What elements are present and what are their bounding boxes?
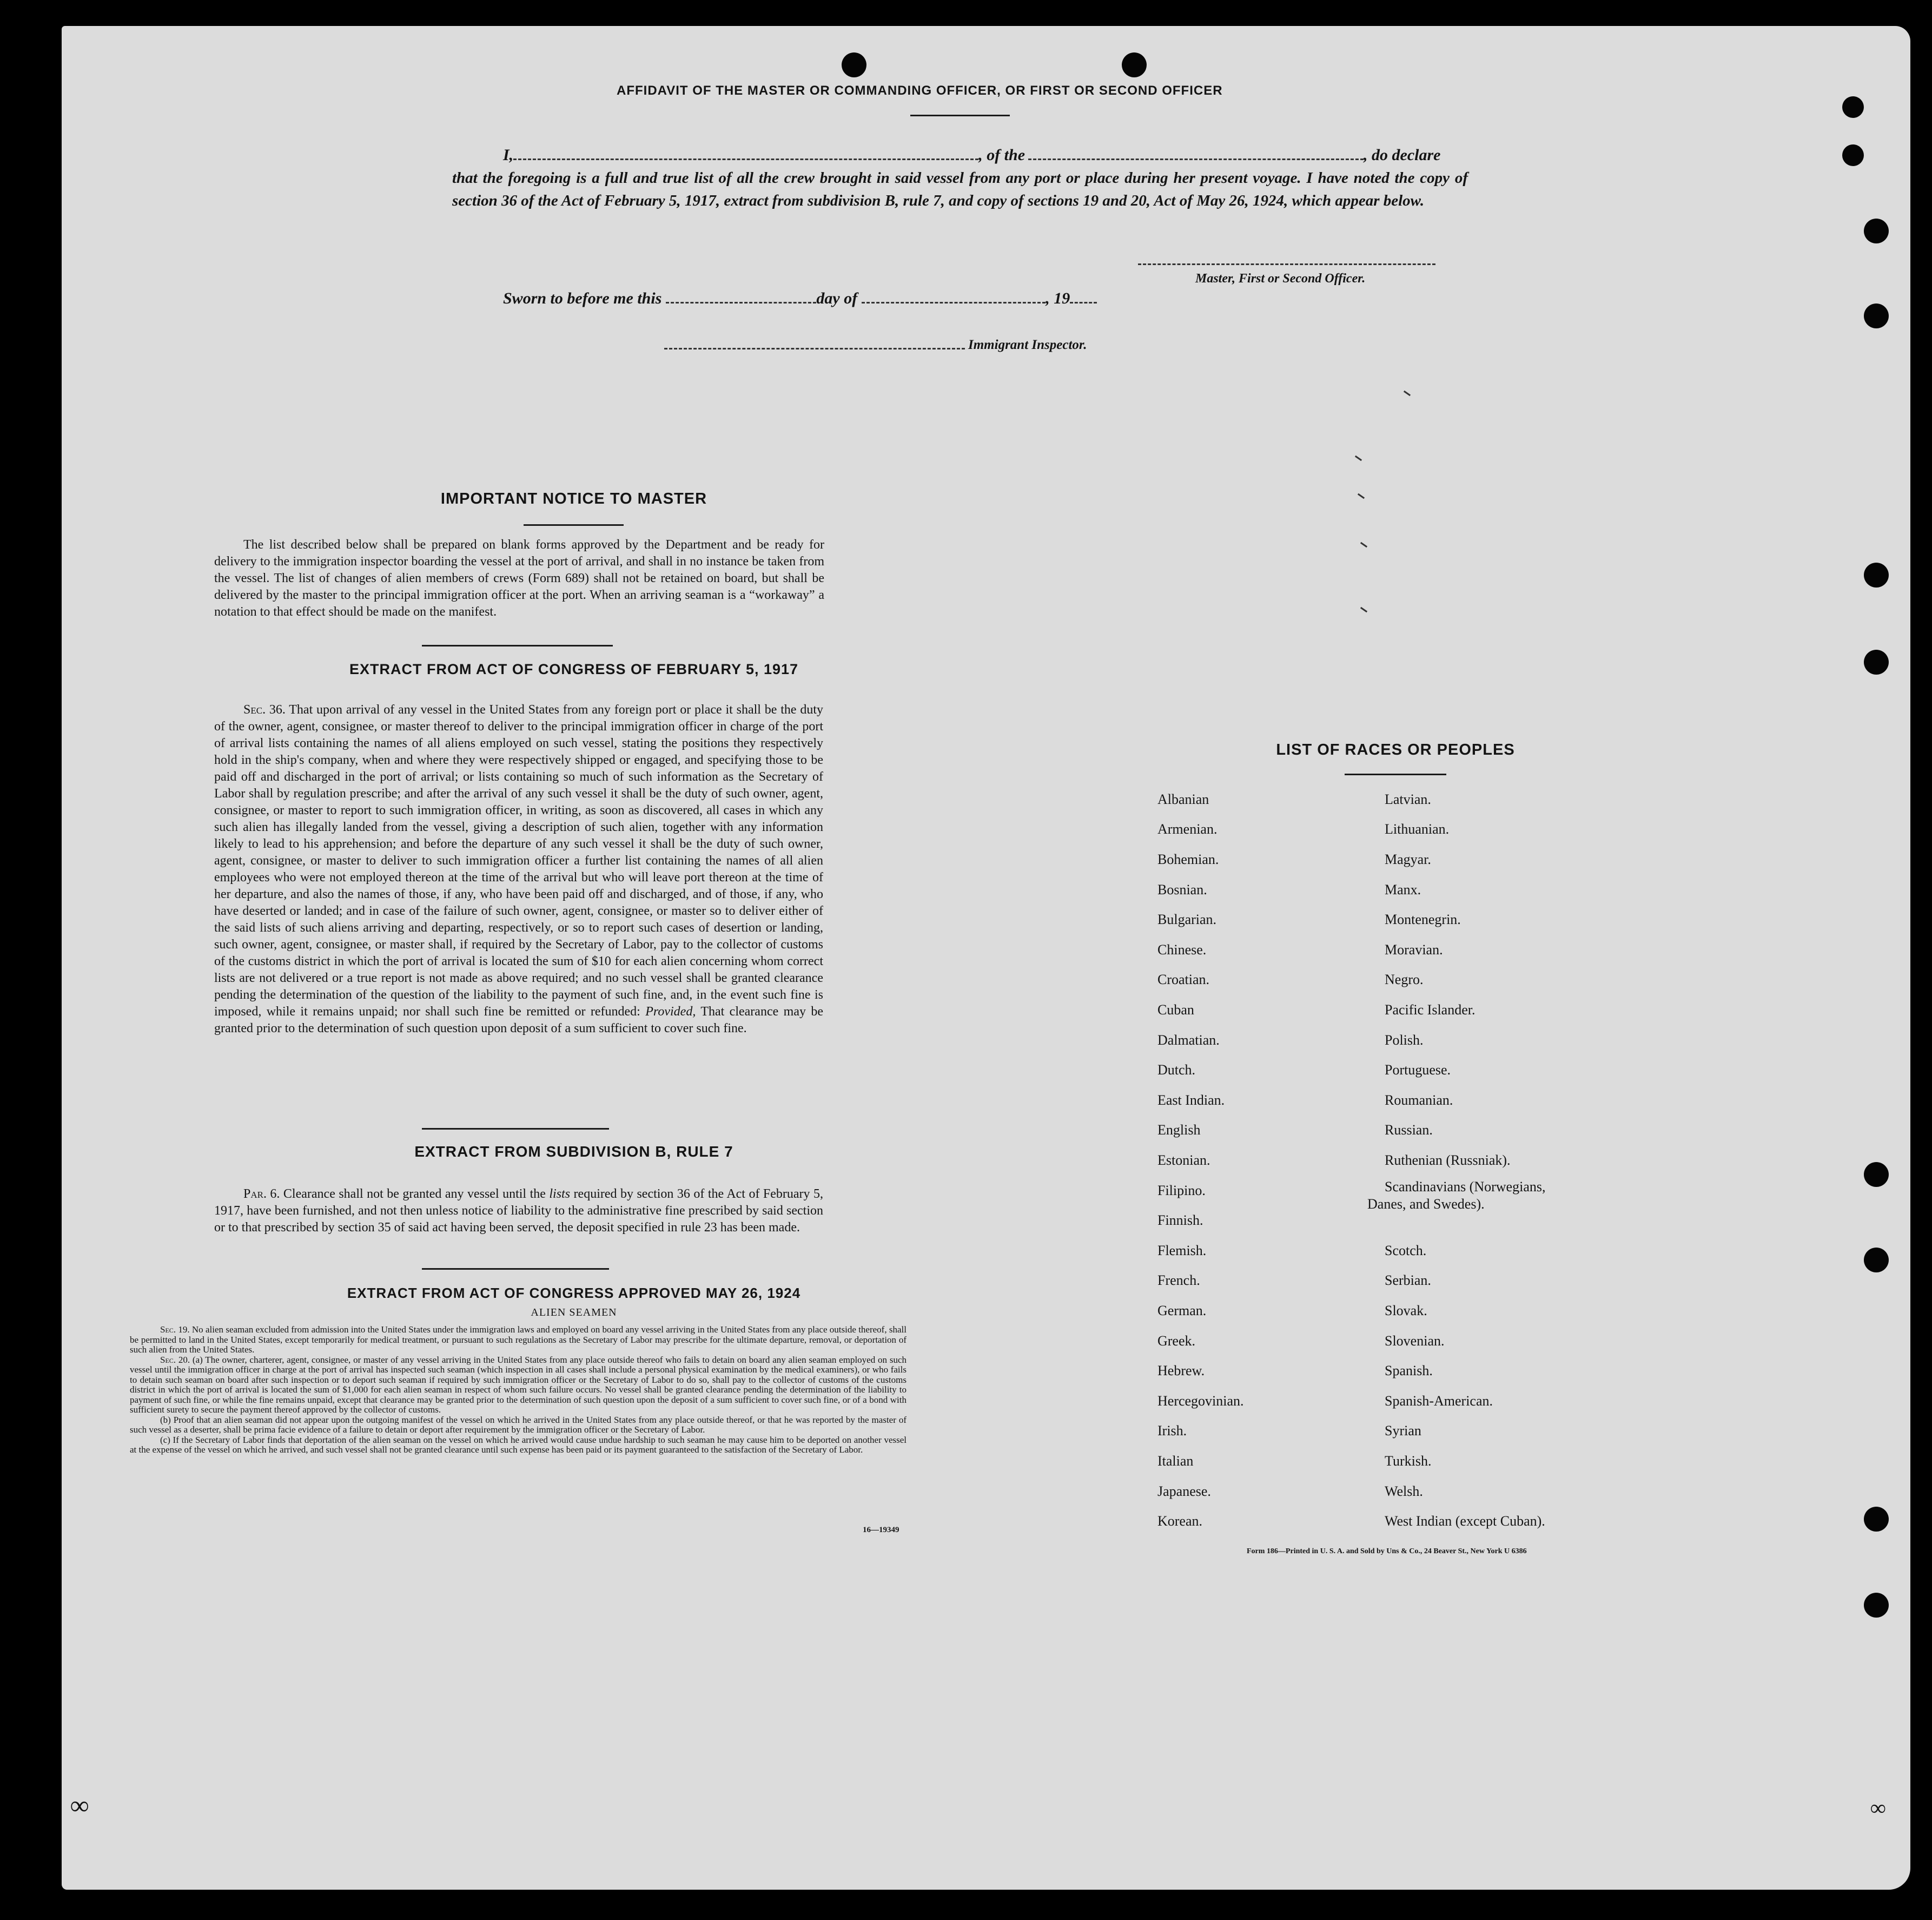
race-item: Spanish-American. bbox=[1385, 1393, 1493, 1409]
race-item: Scandinavians (Norwegians, bbox=[1385, 1179, 1546, 1195]
punch-hole-icon bbox=[1864, 1507, 1889, 1532]
section-20b-text: (b) Proof that an alien seaman did not appear upon the outgoing manifest of the vessel on which he arrived in the United States from any place outside thereof, or that he was reported by the master of such vessel as a deserter, shall be prima facie evidence of a failure to detain or deport after requirement by the immigration officer or the Secretary of Labor. bbox=[130, 1414, 907, 1435]
section-36-text bbox=[214, 702, 823, 1037]
race-item: Armenian. bbox=[1157, 821, 1218, 837]
race-item: Lithuanian. bbox=[1385, 821, 1450, 837]
punch-hole-icon bbox=[1864, 219, 1889, 243]
alien-seamen-subtitle: ALIEN SEAMEN bbox=[531, 1307, 617, 1318]
punch-hole-icon bbox=[1122, 52, 1147, 77]
section-20a-body: (a) The owner, charterer, agent, consignee, or master of any vessel arriving in the United States from any place outside thereof who fails to detain on board any alien seaman employed on such vessel until the immigration officer in charge at the port of arrival has inspected such seaman (which inspection in all cases shall include a personal physical examination by the medical examiners), or who fails to detain such seaman on board after such inspection or to deport such seaman if required by such immigration officer or the Secretary of Labor to do so, shall pay to the collector of customs of the customs district in which the port of arrival is located the sum of $1,000 for each alien seaman in respect of whom such failure occurs. No vessel shall be granted clearance pending the determination of the liability to payment of such fine, or while the fine remains unpaid, except that clearance may be granted prior to the determination of such question upon the deposit of a sum sufficient to cover such fine, or of a bond with sufficient surety to secure the payment thereof approved by the collector of customs. bbox=[130, 1354, 907, 1415]
race-item: Turkish. bbox=[1385, 1453, 1432, 1469]
race-item: Italian bbox=[1157, 1453, 1194, 1469]
race-item: Welsh. bbox=[1385, 1483, 1423, 1499]
race-item: Scotch. bbox=[1385, 1243, 1427, 1258]
inspector-signature-field[interactable] bbox=[664, 348, 965, 349]
par-6-body-a: Clearance shall not be granted any vessel until the bbox=[283, 1187, 546, 1201]
race-item: Spanish. bbox=[1385, 1363, 1433, 1378]
race-item: Ruthenian (Russniak). bbox=[1385, 1152, 1511, 1168]
punch-hole-icon bbox=[1842, 96, 1864, 118]
lists-word: lists bbox=[549, 1187, 571, 1201]
race-item: Croatian. bbox=[1157, 972, 1210, 987]
race-item: Chinese. bbox=[1157, 942, 1207, 958]
extract-1924-title: EXTRACT FROM ACT OF CONGRESS APPROVED MAY 26, 1924 bbox=[347, 1285, 801, 1301]
race-item: Albanian bbox=[1157, 791, 1209, 807]
divider bbox=[910, 115, 1010, 116]
punch-hole-icon bbox=[1864, 563, 1889, 588]
punch-hole-icon bbox=[1864, 303, 1889, 328]
notice-text: The list described below shall be prepared on blank forms approved by the Department and be ready for delivery to the immigration inspector boarding the vessel at the port of arrival, and shall in no instance be taken from the vessel. The list of changes of alien members of crews (Form 689) shall not be retained on board, but shall be delivered by the master to the principal immigration officer at the port. When an arriving seaman is a “workaway” a notation to that effect should be made on the manifest. bbox=[214, 538, 824, 619]
race-item: Serbian. bbox=[1385, 1272, 1431, 1288]
section-19-label: Sec. 19. bbox=[160, 1324, 190, 1335]
race-item: Danes, and Swedes). bbox=[1367, 1196, 1485, 1212]
handwritten-mark: ∞ bbox=[70, 1791, 89, 1820]
race-item: West Indian (except Cuban). bbox=[1385, 1513, 1545, 1529]
race-item: Dutch. bbox=[1157, 1062, 1196, 1078]
declarant-name-field[interactable] bbox=[513, 159, 978, 160]
race-item: French. bbox=[1157, 1272, 1200, 1288]
sworn-line bbox=[503, 289, 1097, 308]
race-item: Irish. bbox=[1157, 1423, 1187, 1439]
sworn-label: Sworn to before me this bbox=[503, 289, 662, 307]
race-item: Slovak. bbox=[1385, 1303, 1427, 1318]
race-item: East Indian. bbox=[1157, 1092, 1225, 1108]
sworn-month-field[interactable] bbox=[862, 302, 1046, 303]
par-6-label: Par. 6. bbox=[243, 1187, 280, 1201]
punch-hole-icon bbox=[1864, 1162, 1889, 1187]
race-item: Hebrew. bbox=[1157, 1363, 1205, 1378]
race-item: Polish. bbox=[1385, 1032, 1424, 1048]
divider bbox=[422, 1268, 609, 1270]
race-item: Syrian bbox=[1385, 1423, 1421, 1439]
section-19-body: No alien seaman excluded from admission into the United States under the immigration laws and employed on board any vessel arriving in the United States from any place outside thereof, shall be permitted to land in the United States, except temporarily for medical treatment, or pursuant to such regulations as the Secretary of Labor may prescribe for the ultimate departure, removal, or deportation of such alien from the United States. bbox=[130, 1324, 907, 1355]
section-20c-text: (c) If the Secretary of Labor finds that deportation of the alien seaman on the vessel on which he arrived would cause undue hardship to such seaman he may cause him to be deported on another vessel at the expense of the vessel on which he arrived, and such vessel shall not be granted clearance until such expense has been paid or its payment guaranteed to the satisfaction of the Secretary of Labor. bbox=[130, 1434, 907, 1455]
section-20-label: Sec. 20. bbox=[160, 1354, 190, 1365]
affidavit-title: AFFIDAVIT OF THE MASTER OR COMMANDING OFFICER, OR FIRST OR SECOND OFFICER bbox=[617, 83, 1223, 98]
race-item: Greek. bbox=[1157, 1333, 1196, 1349]
divider bbox=[422, 1128, 609, 1130]
sworn-year-field[interactable] bbox=[1070, 302, 1097, 303]
of-the-label: , of the bbox=[978, 146, 1025, 164]
notice-title: IMPORTANT NOTICE TO MASTER bbox=[440, 490, 707, 507]
race-item: Estonian. bbox=[1157, 1152, 1210, 1168]
i-label: I, bbox=[503, 146, 514, 164]
race-item: Hercegovinian. bbox=[1157, 1393, 1244, 1409]
punch-hole-icon bbox=[842, 52, 866, 77]
affidavit-declarant-line bbox=[503, 146, 1440, 164]
handwritten-mark: ∞ bbox=[1870, 1796, 1886, 1820]
race-item: Russian. bbox=[1385, 1122, 1433, 1138]
vessel-name-field[interactable] bbox=[1028, 159, 1364, 160]
race-item: Dalmatian. bbox=[1157, 1032, 1220, 1048]
race-item: Japanese. bbox=[1157, 1483, 1211, 1499]
race-item: Flemish. bbox=[1157, 1243, 1207, 1258]
inspector-label: Immigrant Inspector. bbox=[968, 338, 1087, 352]
race-item: Bulgarian. bbox=[1157, 912, 1217, 927]
race-item: Magyar. bbox=[1385, 852, 1431, 867]
proviso-label: Provided, bbox=[645, 1005, 696, 1019]
race-item: Portuguese. bbox=[1385, 1062, 1451, 1078]
master-signature-label: Master, First or Second Officer. bbox=[1195, 272, 1366, 286]
race-item: Filipino. bbox=[1157, 1183, 1206, 1198]
race-item: Negro. bbox=[1385, 972, 1424, 987]
race-item: Pacific Islander. bbox=[1385, 1002, 1476, 1018]
race-item: German. bbox=[1157, 1303, 1207, 1318]
divider bbox=[524, 524, 624, 526]
extract-1917-title: EXTRACT FROM ACT OF CONGRESS OF FEBRUARY 5, 1917 bbox=[349, 661, 799, 677]
sworn-day-field[interactable] bbox=[666, 302, 816, 303]
race-item: English bbox=[1157, 1122, 1201, 1138]
year-label: , 19 bbox=[1046, 289, 1070, 307]
par-6-body-b: required by section 36 of the Act of February 5, 1917, have been furnished, and not then unless notice of liability to the administrative fine prescribed by said section or to that prescribed by section 35 of said act having been served, the deposit specified in rule 23 has been made. bbox=[214, 1187, 824, 1235]
master-signature-field[interactable] bbox=[1138, 263, 1435, 265]
proviso-text: That clearance may be granted prior to the determination of such question upon deposit of a sum sufficient to cover such fine. bbox=[214, 1005, 824, 1035]
race-item: Bosnian. bbox=[1157, 882, 1207, 898]
race-item: Slovenian. bbox=[1385, 1333, 1445, 1349]
race-item: Korean. bbox=[1157, 1513, 1203, 1529]
par-6-text bbox=[214, 1186, 823, 1236]
punch-hole-icon bbox=[1842, 144, 1864, 166]
race-item: Manx. bbox=[1385, 882, 1421, 898]
races-title: LIST OF RACES OR PEOPLES bbox=[1276, 741, 1515, 758]
punch-hole-icon bbox=[1864, 650, 1889, 675]
race-item: Roumanian. bbox=[1385, 1092, 1453, 1108]
race-item: Finnish. bbox=[1157, 1212, 1203, 1228]
divider bbox=[422, 645, 613, 646]
section-19-text bbox=[130, 1325, 907, 1355]
race-item: Moravian. bbox=[1385, 942, 1443, 958]
extract-1924-body bbox=[130, 1325, 907, 1455]
declaration-text: that the foregoing is a full and true list of all the crew brought in said vessel from any port or place during her present voyage. I have noted the copy of section 36 of the Act of February 5, 1917, extract from subdivision B, rule 7, and copy of sections 19 and 20, Act of May 26, 1924, which appear below. bbox=[452, 169, 1468, 209]
section-36-label: Sec. 36. bbox=[243, 703, 286, 717]
punch-hole-icon bbox=[1864, 1593, 1889, 1618]
rule-7-title: EXTRACT FROM SUBDIVISION B, RULE 7 bbox=[414, 1143, 733, 1160]
section-36-body: That upon arrival of any vessel in the United States from any foreign port or place it shall be the duty of the owner, agent, consignee, or master thereof to deliver to the principal immigration officer in charge of the port of arrival lists containing the names of all aliens employed on such vessel, stating the positions they respectively hold in the ship's company, when and where they were respectively shipped or engaged, and specifying those to be paid off and discharged in the port of arrival; or lists containing so much of such information as the Secretary of Labor shall by regulation prescribe; and after the arrival of any such vessel it shall be the duty of such owner, agent, consignee, or master to report to such immigration officer, in writing, as soon as discovered, all cases in which any such alien has illegally landed from the vessel, giving a description of such alien, together with any information likely to lead to his apprehension; and before the departure of any such vessel it shall be the duty of such owner, agent, consignee, or master to deliver to such immigration officer a further list containing the names of all alien employees who were not employed thereon at the time of the arrival but who will leave port thereon at the time of her departure, and also the names of those, if any, who have been paid off and discharged, and of those, if any, who have deserted or landed; and in case of the failure of such owner, agent, consignee, or master so to deliver either of the said lists of such aliens arriving and departing, respectively, or so to report such cases of desertion or landing, such owner, agent, consignee, or master shall, if required by the Secretary of Labor, pay to the collector of customs of the customs district in which the port of arrival is located the sum of $10 for each alien concerning whom correct lists are not delivered or a true report is not made as above required; and no such vessel shall be granted clearance pending the determination of the question of the liability to the payment of such fine, and, in the event such fine is imposed, while it remains unpaid; nor shall such fine be remitted or refunded: bbox=[214, 703, 823, 1019]
day-of-label: day of bbox=[816, 289, 858, 307]
do-declare-label: , do declare bbox=[1364, 146, 1441, 164]
race-item: Latvian. bbox=[1385, 791, 1431, 807]
punch-hole-icon bbox=[1864, 1248, 1889, 1272]
section-20a-text bbox=[130, 1355, 907, 1415]
race-item: Cuban bbox=[1157, 1002, 1194, 1018]
print-code: 16—19349 bbox=[863, 1526, 899, 1534]
form-print-note: Form 186—Printed in U. S. A. and Sold by Uns & Co., 24 Beaver St., New York U 6386 bbox=[1247, 1547, 1527, 1555]
race-item: Montenegrin. bbox=[1385, 912, 1461, 927]
divider bbox=[1345, 774, 1446, 775]
race-item: Bohemian. bbox=[1157, 852, 1219, 867]
